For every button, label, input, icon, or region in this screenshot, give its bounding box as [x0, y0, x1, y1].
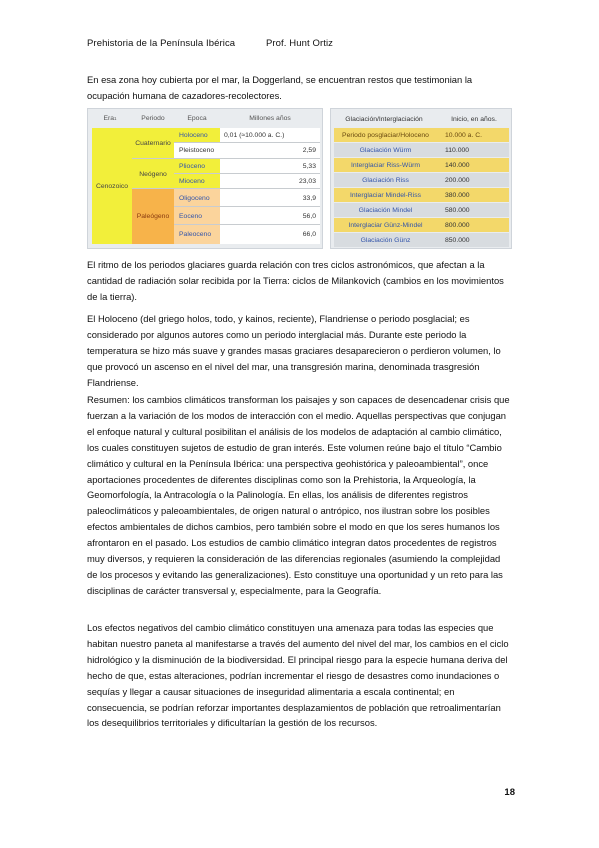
period-paleogeno: Paleógeno: [132, 189, 174, 244]
paragraph-efectos: Los efectos negativos del cambio climático constituyen una amenaza para todas las especies que habitan nuestro paneta al manifestarse a través del aumento del nivel del mar, los cambios en el ciclo hidrológico y la disminución de la biodiversidad. El principal riesgo para la especie humana deriva del hecho de que, estas alteraciones, podrían incrementar el riesgo de desastres como inundaciones o sequías y llegar a causar situaciones de inseguridad alimentaria a escala continental; en consecuencia, se podrían reforzar importantes desplazamientos de población que retroalimentarían los desequilibrios territoriales y dificultarían la gestión de los recursos.: [87, 622, 509, 729]
epoch-holoceno: Holoceno: [174, 128, 220, 142]
epoch-paleoceno: Paleoceno: [174, 225, 220, 244]
header-era-text: Era: [103, 114, 115, 122]
glacial-row-0-value: 10.000 a. C.: [437, 128, 509, 142]
grid-line: [174, 142, 320, 143]
epoch-pleistoceno: Pleistoceno: [174, 143, 220, 158]
epoch-mioceno: Mioceno: [174, 174, 220, 189]
glacial-row-4-value: 380.000: [437, 188, 509, 202]
glacial-row-4-name: Interglaciar Mindel-Riss: [334, 188, 437, 202]
glacial-row-5-value: 580.000: [437, 203, 509, 217]
glacial-row-2-name: Interglaciar Riss-Würm: [334, 158, 437, 172]
header-title: Prehistoria de la Península Ibérica: [87, 38, 236, 49]
glacial-row-7-value: 850.000: [437, 233, 509, 247]
paragraph-doggerland: En esa zona hoy cubierta por el mar, la Doggerland, se encuentran restos que testimonian la ocupación humana de cazadores-recolectores.: [87, 74, 473, 101]
value-holoceno: 0,01 (≈10.000 a. C.): [220, 128, 320, 142]
value-mioceno: 23,03: [220, 174, 320, 189]
paragraph-holoceno: El Holoceno (del griego holos, todo, y kainos, reciente), Flandriense o periodo posglacial; es considerado por algunos autores como un periodo interglacial más. Durante este periodo la temperatura se hizo más suave y grandes masas graciares desaparecieron o perdieron volumen, lo que provocó un ascenso en el nivel del mar, una transgresión marina, denominada trasgresión Flandriense.: [87, 313, 501, 388]
grid-line: [174, 173, 320, 174]
glacial-row-1-name: Glaciación Würm: [334, 143, 437, 157]
glacial-row-0-name: Periodo posglaciar/Holoceno: [334, 128, 437, 142]
glaciation-table: [330, 108, 512, 249]
value-pleistoceno: 2,59: [220, 143, 320, 158]
glacial-row-6-name: Interglaciar Günz-Mindel: [334, 218, 437, 232]
value-oligoceno: 33,9: [220, 189, 320, 207]
paragraph-resumen: Resumen: los cambios climáticos transforman los paisajes y son capaces de desencadenar crisis que fuerzan a la variación de los modos de interacción con el medio. Aquellas perspectivas que conjugan el enfoque natural y cultural posibilitan el análisis de los modelos de adaptación al cambio climático, los cuales constituyen sujetos de estudio de gran interés. Este volumen reúne bajo el título “Cambio climático y cultural en la Península Ibérica: una perspectiva geohistórica y paleoambiental”, once aportaciones procedentes de diferentes disciplinas como son la Prehistoria, la Arqueología, la Geomorfología, la Antracología o la Palinología. En ellas, los análisis de diferentes registros paleoclimáticos y paleoambientales, de origen natural o antrópico, nos ilustran sobre los posibles efectos ambientales de dichos cambios, pero también sobre el modo en que los seres humanos los afrontaron en el pasado. Los estudios de cambio climático integran datos procedentes de registros muy diversos, y requieren la consideración de las diferencias regionales (asumiendo la complejidad de los procesos y evitando las generalizaciones). Esto constituye una oportunidad y un reto para las disciplinas de carácter transversal y, especialmente, para la Geografía.: [87, 394, 510, 596]
value-plioceno: 5,33: [220, 159, 320, 174]
grid-line: [132, 158, 320, 159]
glacial-row-3-value: 200.000: [437, 173, 509, 187]
epoch-plioceno: Plioceno: [174, 159, 220, 174]
grid-line: [132, 188, 320, 189]
glacial-row-3-name: Glaciación Riss: [334, 173, 437, 187]
header-millones: Millones años: [249, 114, 291, 122]
header-era-sup: 1: [114, 115, 117, 121]
paragraph-milankovich: El ritmo de los periodos glaciares guarda relación con tres ciclos astronómicos, que afectan a la cantidad de radiación solar recibida por la Tierra: ciclos de Milankovich (cambios en los movimientos de la tierra).: [87, 259, 504, 302]
geologic-time-table: [87, 108, 323, 249]
header-glaciacion: Glaciación/Interglaciación: [345, 115, 423, 123]
page-number: 18: [504, 787, 515, 798]
header-author: Prof. Hunt Ortiz: [265, 38, 334, 49]
tables-figure: [87, 108, 512, 249]
header-periodo: Periodo: [141, 114, 165, 122]
epoch-eoceno: Eoceno: [174, 207, 220, 225]
glacial-row-1-value: 110.000: [437, 143, 509, 157]
header-era: [88, 111, 132, 125]
header-inicio: Inicio, en años.: [451, 115, 497, 123]
period-cuaternario: Cuaternario: [132, 128, 174, 159]
glacial-row-2-value: 140.000: [437, 158, 509, 172]
era-cell: Cenozoico: [92, 128, 132, 244]
page-header: [87, 38, 333, 49]
grid-line: [174, 206, 320, 207]
glacial-row-7-name: Glaciación Günz: [334, 233, 437, 247]
epoch-oligoceno: Oligoceno: [174, 189, 220, 207]
value-eoceno: 56,0: [220, 207, 320, 225]
glacial-row-6-value: 800.000: [437, 218, 509, 232]
header-epoca: Epoca: [187, 114, 207, 122]
period-neogeno: Neógeno: [132, 159, 174, 189]
grid-line: [174, 224, 320, 225]
glacial-row-5-name: Glaciación Mindel: [334, 203, 437, 217]
value-paleoceno: 66,0: [220, 225, 320, 244]
